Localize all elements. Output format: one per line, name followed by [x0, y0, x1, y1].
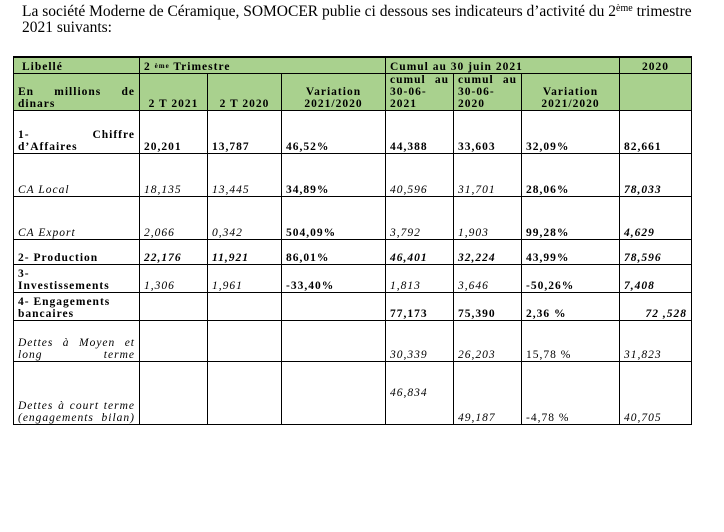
row-label: Dettes à Moyen et long terme — [14, 321, 140, 362]
table-row — [14, 321, 692, 362]
header-cumul-2021: cumul au 30-06-2021 — [386, 74, 454, 111]
intro-text-3: 2021 suivants: — [22, 19, 112, 36]
cell: 49,187 — [454, 362, 522, 425]
cell — [208, 321, 282, 362]
indicators-table — [13, 56, 692, 425]
cell: 40,596 — [386, 154, 454, 197]
cell: 11,921 — [208, 240, 282, 265]
cell: 20,201 — [140, 111, 208, 154]
cell: 43,99% — [522, 240, 620, 265]
cell: 31,701 — [454, 154, 522, 197]
row-label: 4- Engagements bancaires — [14, 293, 140, 321]
cell: 4,629 — [620, 197, 692, 240]
header-cumul-2020: cumul au 30-06-2020 — [454, 74, 522, 111]
cell: 46,401 — [386, 240, 454, 265]
cell: 2,066 — [140, 197, 208, 240]
cell — [282, 321, 386, 362]
cell — [282, 362, 386, 425]
header-row-1 — [14, 57, 692, 74]
cell: 75,390 — [454, 293, 522, 321]
cell: 46,834 — [386, 362, 454, 425]
cell: 44,388 — [386, 111, 454, 154]
cell: 99,28% — [522, 197, 620, 240]
intro-paragraph — [22, 4, 722, 36]
header-unit: En millions de dinars — [14, 74, 140, 111]
cell: 31,823 — [620, 321, 692, 362]
table-row — [14, 240, 692, 265]
cell — [140, 293, 208, 321]
row-label: CA Local — [14, 154, 140, 197]
cell: 77,173 — [386, 293, 454, 321]
cell — [282, 293, 386, 321]
cell: 30,339 — [386, 321, 454, 362]
cell: 34,89% — [282, 154, 386, 197]
cell: 0,342 — [208, 197, 282, 240]
cell: 72 ,528 — [620, 293, 692, 321]
cell: 504,09% — [282, 197, 386, 240]
cell — [208, 293, 282, 321]
header-var-q: Variation 2021/2020 — [282, 74, 386, 111]
cell: 26,203 — [454, 321, 522, 362]
cell: 40,705 — [620, 362, 692, 425]
intro-text-2: trimestre — [632, 3, 692, 20]
row-label: 2- Production — [14, 240, 140, 265]
intro-sup: ème — [616, 3, 633, 14]
table-row — [14, 197, 692, 240]
header-2t2021: 2 T 2021 — [140, 74, 208, 111]
table-row — [14, 154, 692, 197]
cell: 13,445 — [208, 154, 282, 197]
header-2t2020: 2 T 2020 — [208, 74, 282, 111]
cell: 78,596 — [620, 240, 692, 265]
table-row — [14, 111, 692, 154]
header-empty — [620, 74, 692, 111]
intro-text-1: La société Moderne de Céramique, SOMOCER publie ci dessous ses indicateurs d’activité du 2 — [22, 3, 617, 20]
cell: 3,792 — [386, 197, 454, 240]
cell: 22,176 — [140, 240, 208, 265]
cell — [140, 321, 208, 362]
header-trimestre: 2 $^{ème}$ Trimestre — [140, 57, 386, 74]
cell: -33,40% — [282, 265, 386, 293]
header-libelle: Libellé — [14, 57, 140, 74]
table-row — [14, 265, 692, 293]
cell: 3,646 — [454, 265, 522, 293]
header-year: 2020 — [620, 57, 692, 74]
cell: 78,033 — [620, 154, 692, 197]
cell: 15,78 % — [522, 321, 620, 362]
cell: 1,903 — [454, 197, 522, 240]
table-row — [14, 362, 692, 425]
row-label: 3- Investissements — [14, 265, 140, 293]
cell: 33,603 — [454, 111, 522, 154]
cell: 1,961 — [208, 265, 282, 293]
cell: 1,306 — [140, 265, 208, 293]
cell: 18,135 — [140, 154, 208, 197]
cell: 1,813 — [386, 265, 454, 293]
header-var-c: Variation 2021/2020 — [522, 74, 620, 111]
cell: 2,36 % — [522, 293, 620, 321]
cell: 86,01% — [282, 240, 386, 265]
row-label: 1- Chiffre d’Affaires — [14, 111, 140, 154]
cell: 32,09% — [522, 111, 620, 154]
cell: 46,52% — [282, 111, 386, 154]
header-row-2 — [14, 74, 692, 111]
cell: 28,06% — [522, 154, 620, 197]
cell: -4,78 % — [522, 362, 620, 425]
row-label: Dettes à court terme (engagements bilan) — [14, 362, 140, 425]
cell: 32,224 — [454, 240, 522, 265]
cell: 13,787 — [208, 111, 282, 154]
cell: -50,26% — [522, 265, 620, 293]
cell — [208, 362, 282, 425]
cell: 82,661 — [620, 111, 692, 154]
row-label: CA Export — [14, 197, 140, 240]
table-row — [14, 293, 692, 321]
header-cumul: Cumul au 30 juin 2021 — [386, 57, 620, 74]
cell — [140, 362, 208, 425]
cell: 7,408 — [620, 265, 692, 293]
